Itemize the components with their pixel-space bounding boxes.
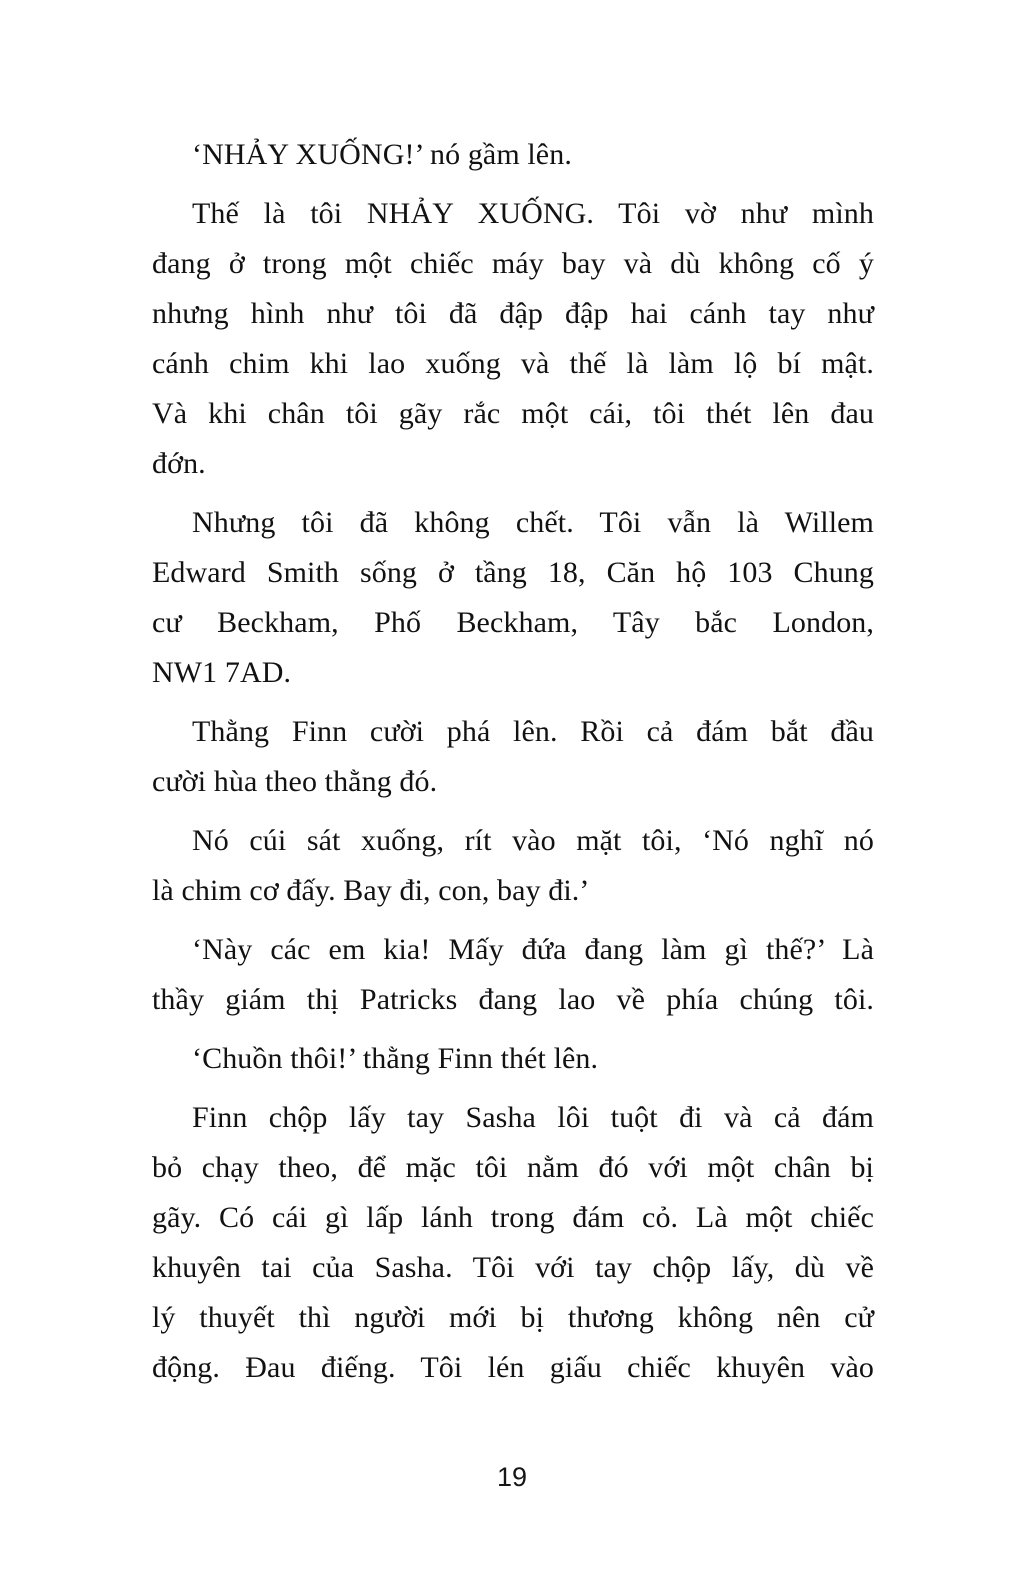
text-line: ‘NHẢY XUỐNG!’ nó gầm lên. [192,138,572,171]
text-line: ‘Chuồn thôi!’ thằng Finn thét lên. [192,1042,599,1075]
paragraph [152,130,874,180]
text-line: bỏ chạy theo, để mặc tôi nằm đó với một chân bị [152,1151,874,1184]
text-line: gãy. Có cái gì lấp lánh trong đám cỏ. Là một chiếc [152,1201,874,1234]
text-line: Finn chộp lấy tay Sasha lôi tuột đi và cả đám [192,1101,874,1134]
paragraph [152,707,874,807]
paragraph [152,189,874,489]
text-line: nhưng hình như tôi đã đập đập hai cánh tay như [152,297,874,330]
text-line: Nó cúi sát xuống, rít vào mặt tôi, ‘Nó nghĩ nó [192,824,874,857]
text-line: cánh chim khi lao xuống và thế là làm lộ bí mật. [152,347,874,380]
text-line: lý thuyết thì người mới bị thương không nên cử [152,1301,874,1334]
page-text-block [152,130,874,1393]
text-line: Thế là tôi NHẢY XUỐNG. Tôi vờ như mình [192,197,874,230]
page-number: 19 [496,1462,528,1492]
text-line: khuyên tai của Sasha. Tôi với tay chộp lấy, dù về [152,1251,874,1284]
text-line: Edward Smith sống ở tầng 18, Căn hộ 103 Chung [152,556,874,589]
text-line: Và khi chân tôi gãy rắc một cái, tôi thét lên đau [152,397,874,430]
text-line: ‘Này các em kia! Mấy đứa đang làm gì thế?’ Là [192,933,874,966]
paragraph [152,1093,874,1393]
text-line: cư Beckham, Phố Beckham, Tây bắc London, [152,606,874,639]
paragraph [152,816,874,916]
text-line: cười hùa theo thằng đó. [152,765,438,798]
paragraph [152,1034,874,1084]
paragraph [152,498,874,698]
text-line: NW1 7AD. [152,656,292,689]
paragraph [152,925,874,1025]
text-line: động. Đau điếng. Tôi lén giấu chiếc khuyên vào [152,1351,874,1384]
text-line: Thằng Finn cười phá lên. Rồi cả đám bắt đầu [192,715,874,748]
text-line: đang ở trong một chiếc máy bay và dù không cố ý [152,247,874,280]
text-line: thầy giám thị Patricks đang lao về phía chúng tôi. [152,983,874,1016]
text-line: là chim cơ đấy. Bay đi, con, bay đi.’ [152,874,590,907]
text-line: Nhưng tôi đã không chết. Tôi vẫn là Willem [192,506,874,539]
text-line: đớn. [152,447,206,480]
